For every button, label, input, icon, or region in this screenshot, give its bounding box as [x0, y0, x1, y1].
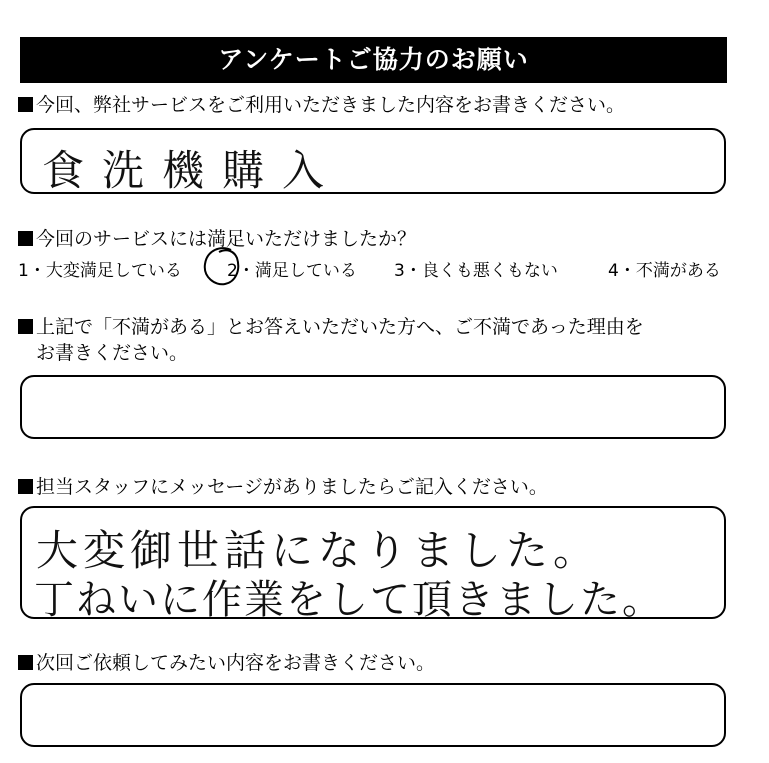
question-3-line1: 上記で「不満がある」とお答えいただいた方へ、ご不満であった理由を: [36, 316, 644, 338]
square-bullet-icon: [18, 319, 33, 334]
question-5-text: 次回ご依頼してみたい内容をお書きください。: [36, 652, 436, 674]
answer-box-1[interactable]: [20, 128, 726, 194]
question-3-line2: お書きください。: [36, 342, 189, 364]
answer-4-line1-handwriting: 大変御世話になりました。: [36, 526, 601, 575]
question-3: [18, 314, 644, 340]
question-2-text: 今回のサービスには満足いただけましたか？: [36, 228, 417, 250]
square-bullet-icon: [18, 97, 33, 112]
answer-box-4[interactable]: [20, 506, 726, 619]
satisfaction-options: [18, 258, 730, 284]
square-bullet-icon: [18, 479, 33, 494]
selection-circle-icon: [201, 244, 245, 288]
option-very-satisfied[interactable]: 1・大変満足している: [18, 261, 182, 281]
answer-4-line2-handwriting: 丁ねいに作業をして頂きました。: [34, 577, 664, 619]
question-4: [18, 474, 548, 500]
answer-1-handwriting: 食洗機購入: [42, 146, 343, 194]
answer-box-5[interactable]: [20, 683, 726, 747]
question-3-continued: [36, 340, 188, 366]
option-dissatisfied[interactable]: 4・不満がある: [608, 261, 721, 281]
survey-title: アンケートご協力のお願い: [20, 37, 727, 83]
question-4-text: 担当スタッフにメッセージがありましたらご記入ください。: [36, 476, 548, 498]
option-neutral[interactable]: 3・良くも悪くもない: [394, 261, 558, 281]
square-bullet-icon: [18, 655, 33, 670]
question-5: [18, 650, 435, 676]
question-1: [18, 92, 625, 118]
option-satisfied[interactable]: 2・満足している: [227, 261, 357, 281]
question-1-text: 今回、弊社サービスをご利用いただきました内容をお書きください。: [36, 94, 626, 116]
answer-box-3[interactable]: [20, 375, 726, 439]
square-bullet-icon: [18, 231, 33, 246]
